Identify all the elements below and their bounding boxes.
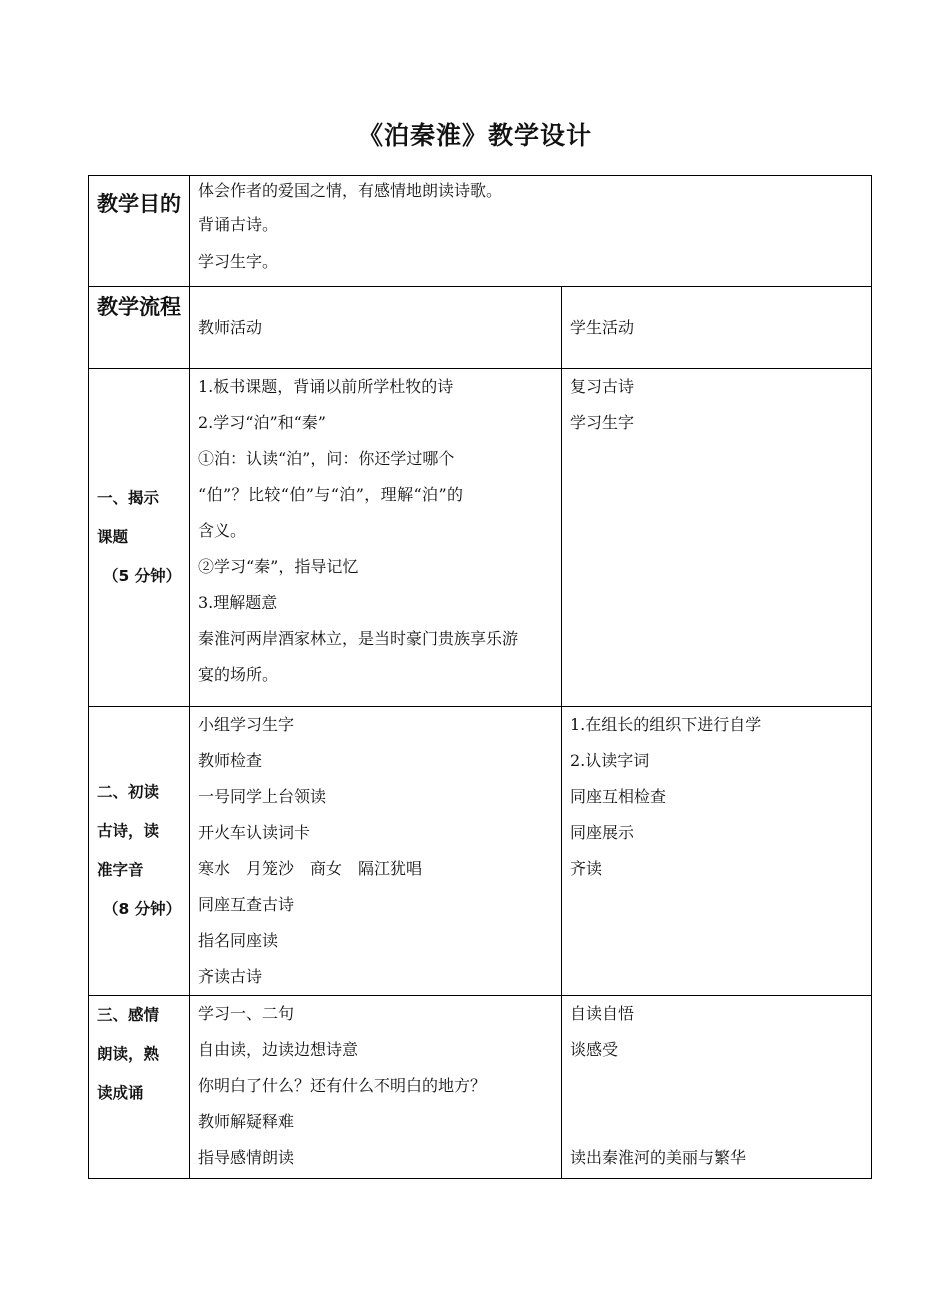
teacher-activity-header: 教师活动 <box>190 287 562 369</box>
activity-line: 教师解疑释难 <box>198 1112 295 1131</box>
teacher-activities <box>190 369 562 707</box>
activity-line: 含义。 <box>198 521 247 540</box>
stage-row <box>89 996 872 1179</box>
flow-label: 教学流程 <box>89 287 190 369</box>
activity-line: 同座互查古诗 <box>198 895 295 914</box>
goals-content <box>190 176 872 287</box>
goal-item: 学习生字。 <box>198 252 279 271</box>
goals-label: 教学目的 <box>89 176 190 287</box>
document-title: 《泊秦淮》教学设计 <box>357 121 592 150</box>
activity-line: 学习一、二句 <box>198 1004 295 1023</box>
activity-line: 同座展示 <box>570 823 635 842</box>
stage-row <box>89 369 872 707</box>
activity-line: 2.认读字词 <box>570 751 650 770</box>
stage-name: 二、初读 古诗，读 准字音 （8 分钟） <box>89 707 190 996</box>
activity-line: 3.理解题意 <box>198 593 278 612</box>
stage-name: 一、揭示 课题 （5 分钟） <box>89 369 190 707</box>
activity-line: 指导感情朗读 <box>198 1148 295 1167</box>
teacher-activities <box>190 707 562 996</box>
activity-line: 自由读，边读边想诗意 <box>198 1040 359 1059</box>
activity-line: “伯”？比较“伯”与“泊”，理解“泊”的 <box>198 485 464 504</box>
activity-line: 一号同学上台领读 <box>198 787 327 806</box>
student-activity-header: 学生活动 <box>562 287 872 369</box>
teacher-activities <box>190 996 562 1179</box>
stage-name: 三、感情 朗读，熟 读成诵 <box>89 996 190 1179</box>
stage-row <box>89 707 872 996</box>
goal-item: 背诵古诗。 <box>198 215 279 234</box>
activity-line: 2.学习“泊”和“秦” <box>198 413 326 432</box>
student-activities <box>562 707 872 996</box>
activity-line: 宴的场所。 <box>198 665 279 684</box>
goals-row <box>89 176 872 287</box>
activity-line: 复习古诗 <box>570 377 635 396</box>
activity-line: ②学习“秦”，指导记忆 <box>198 557 359 576</box>
flow-header-row <box>89 287 872 369</box>
activity-line: 秦淮河两岸酒家林立，是当时豪门贵族享乐游 <box>198 629 519 648</box>
activity-line: 指名同座读 <box>198 931 279 950</box>
lesson-plan-table <box>88 175 872 1179</box>
activity-line: 读出秦淮河的美丽与繁华 <box>570 1148 747 1167</box>
activity-line: 齐读 <box>570 859 603 878</box>
activity-line: 开火车认读词卡 <box>198 823 311 842</box>
activity-line: 自读自悟 <box>570 1004 635 1023</box>
activity-line: 学习生字 <box>570 413 635 432</box>
activity-line: 谈感受 <box>570 1040 619 1059</box>
activity-line: 小组学习生字 <box>198 715 295 734</box>
activity-line: 教师检查 <box>198 751 263 770</box>
activity-line: 1.在组长的组织下进行自学 <box>570 715 762 734</box>
goal-item: 体会作者的爱国之情，有感情地朗读诗歌。 <box>198 181 503 200</box>
activity-line: 同座互相检查 <box>570 787 667 806</box>
student-activities <box>562 369 872 707</box>
activity-line: 齐读古诗 <box>198 967 263 986</box>
activity-line: 寒水 月笼沙 商女 隔江犹唱 <box>198 859 423 878</box>
activity-line: 你明白了什么？还有什么不明白的地方？ <box>198 1076 487 1095</box>
activity-line: 1.板书课题，背诵以前所学杜牧的诗 <box>198 377 454 396</box>
student-activities <box>562 996 872 1179</box>
activity-line: ①泊：认读“泊”，问：你还学过哪个 <box>198 449 455 468</box>
